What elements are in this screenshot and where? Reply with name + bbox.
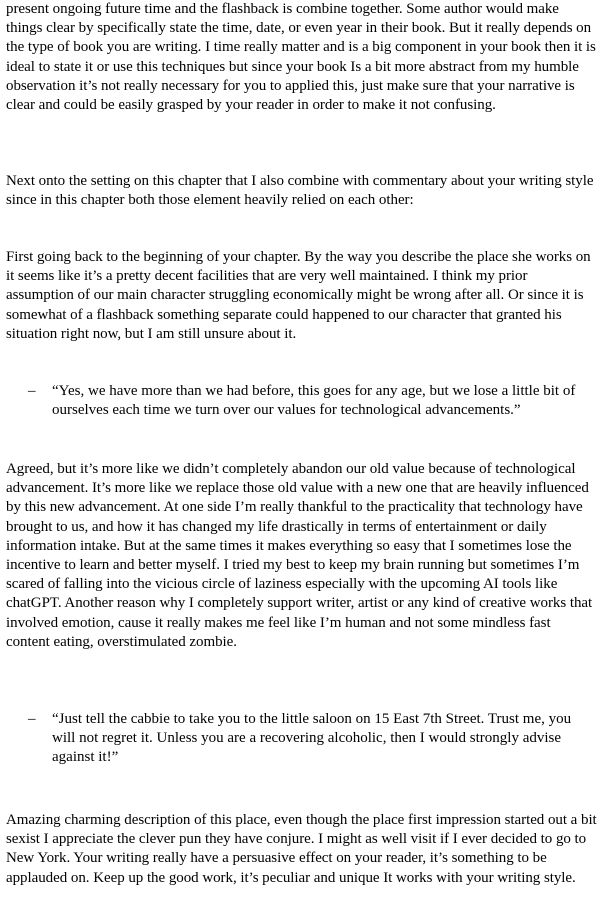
quote-technology bbox=[28, 382, 592, 420]
dash-bullet-icon: – bbox=[28, 711, 36, 727]
paragraph-setting-intro: Next onto the setting on this chapter that I also combine with commentary about your writing style since in this chapter both those element heavily relied on each other: bbox=[6, 173, 594, 209]
paragraph-place-description: Amazing charming description of this place, even though the place first impression started out a bit sexist I appreciate the clever pun they have conjure. I might as well visit if I ever decided to go to New York. Your writing really have a persuasive effect on your reader, it’s something to be applauded on. Keep up the good work, it’s peculiar and unique It works with your writing style. bbox=[6, 812, 597, 886]
paragraph-technology-response: Agreed, but it’s more like we didn’t completely abandon our old value because of technological advancement. It’s more like we replace those old value with a new one that are heavily influenced by this new advancement. At one side I’m really thankful to the practicality that technology have brought to us, and how it has changed my life drastically in terms of entertainment or daily information intake. But at the same times it makes everything so easy that I sometimes lose the incentive to learn and better myself. I tried my best to keep my brain running but sometimes I’m scared of falling into the vicious circle of laziness especially with the upcoming AI tools like chatGPT. Another reason why I completely support writer, artist or any kind of creative works that involved emotion, cause it really makes me feel like I’m human and not some mindless fast content eating, overstimulated zombie. bbox=[6, 461, 593, 650]
quote-saloon bbox=[28, 710, 592, 768]
quote-text: “Yes, we have more than we had before, this goes for any age, but we lose a little bit of ourselves each time we turn over our values for technological advancements.” bbox=[52, 383, 576, 419]
dash-bullet-icon: – bbox=[28, 383, 36, 399]
paragraph-chapter-beginning: First going back to the beginning of your chapter. By the way you describe the place she works on it seems like it’s a pretty decent facilities that are very well maintained. I think my prior assumption of our main character struggling economically might be wrong after all. Or since it is somewhat of a flashback something separate could happened to our character that granted his situation right now, but I am still unsure about it. bbox=[6, 249, 591, 342]
paragraph-timeline-commentary: present ongoing future time and the flashback is combine together. Some author would make things clear by specifically state the time, date, or even year in their book. But it really depends on the type of book you are writing. I time really matter and is a big component in your book then it is ideal to state it or use this techniques but since your book Is a bit more abstract from my humble observation it’s not really necessary for you to applied this, just make sure that your narrative is clear and could be easily grasped by your reader in order to make it not confusing. bbox=[6, 1, 596, 114]
quote-text: “Just tell the cabbie to take you to the little saloon on 15 East 7th Street. Trust me, you will not regret it. Unless you are a recovering alcoholic, then I would strongly advise against it!” bbox=[52, 711, 572, 766]
